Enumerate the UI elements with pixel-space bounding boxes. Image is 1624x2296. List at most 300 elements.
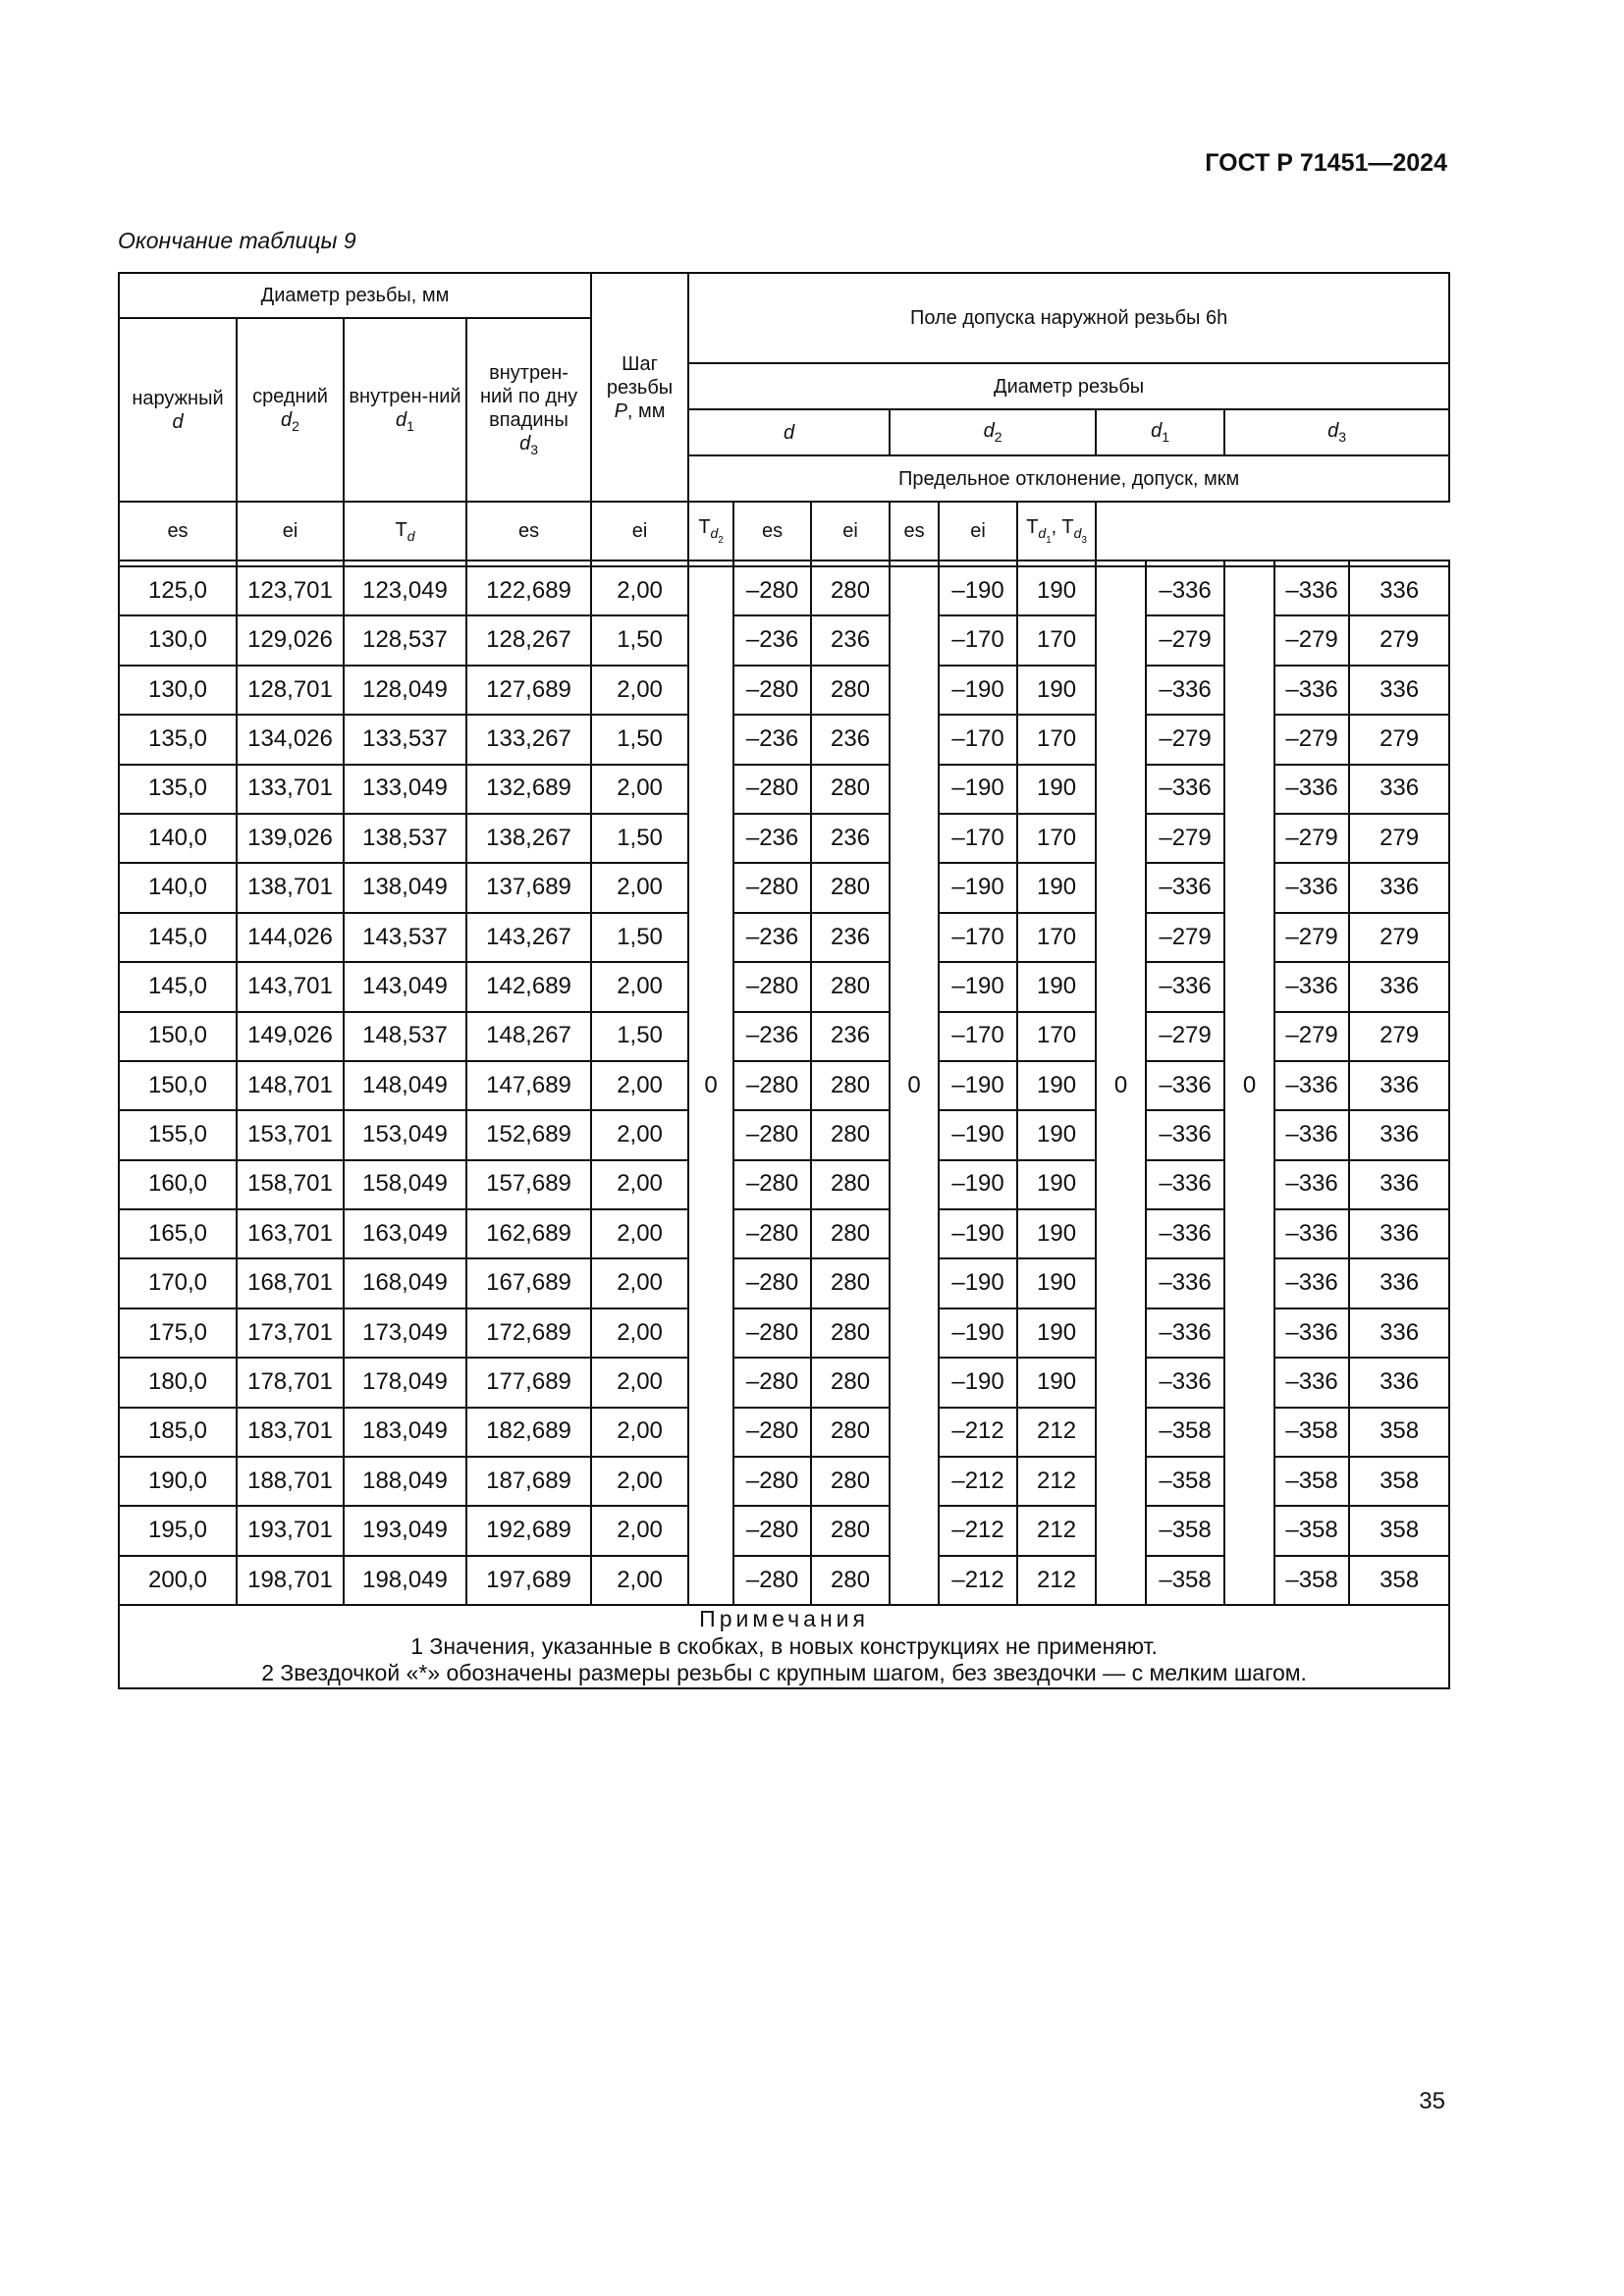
table-row [119,715,1449,764]
note-1: 1 Значения, указанные в скобках, в новых конструкциях не применяют. [410,1632,1158,1659]
es-cell [1096,1457,1146,1506]
table-cell: 133,267 [466,715,591,764]
es-cell [890,1358,939,1407]
table-row [119,1358,1449,1407]
es-cell [890,715,939,764]
table-cell: –170 [939,615,1017,665]
table-cell: –170 [939,1012,1017,1061]
table-cell: 150,0 [119,1012,237,1061]
table-cell: –280 [733,863,811,912]
table-cell: 144,026 [237,913,344,962]
table-cell: 183,701 [237,1408,344,1457]
es-cell [1096,814,1146,863]
table-cell: –236 [733,814,811,863]
es-cell [1224,1506,1274,1555]
table-cell: 158,701 [237,1160,344,1209]
table-cell: –236 [733,715,811,764]
table-cell: –280 [733,1457,811,1506]
table-cell: –190 [939,566,1017,615]
table-row [119,1556,1449,1605]
es-cell [890,1110,939,1159]
table-cell: –280 [733,566,811,615]
table-row [119,1209,1449,1258]
table-cell: –279 [1146,913,1224,962]
es-cell [1096,1308,1146,1358]
table-cell: –336 [1274,1110,1349,1159]
header-td: $T_d$ [344,502,466,561]
table-cell: –358 [1274,1506,1349,1555]
es-cell [1096,1506,1146,1555]
header-ei: ei [591,502,688,561]
table-cell: –190 [939,1061,1017,1110]
table-cell: 170 [1017,615,1096,665]
table-cell: –336 [1274,666,1349,715]
es-cell [688,814,733,863]
table-cell: 130,0 [119,615,237,665]
es-cell [1096,1110,1146,1159]
table-cell: –336 [1274,1308,1349,1358]
table-cell: –280 [733,1408,811,1457]
table-row [119,814,1449,863]
table-cell: –279 [1274,1012,1349,1061]
table-cell: 212 [1017,1556,1096,1605]
es-cell [1224,615,1274,665]
table-cell: –336 [1274,1160,1349,1209]
table-cell: 187,689 [466,1457,591,1506]
table-row [119,1308,1449,1358]
es-cell [1096,962,1146,1011]
es-cell [688,1209,733,1258]
table-cell: 177,689 [466,1358,591,1407]
es-cell [890,1457,939,1506]
table-cell: –236 [733,1012,811,1061]
es-cell [1224,962,1274,1011]
table-cell: –190 [939,1258,1017,1308]
es-cell [1096,1358,1146,1407]
table-cell: 2,00 [591,1308,688,1358]
table-cell: –279 [1274,913,1349,962]
es-cell: 0 [1224,1061,1274,1110]
es-cell [688,666,733,715]
table-cell: 1,50 [591,814,688,863]
table-cell: 279 [1349,814,1449,863]
table-cell: 336 [1349,962,1449,1011]
table-cell: 163,701 [237,1209,344,1258]
es-cell [1096,715,1146,764]
table-cell: –170 [939,814,1017,863]
header-thread-diameter: Диаметр резьбы [688,363,1449,409]
table-cell: 190 [1017,1061,1096,1110]
table-cell: 336 [1349,1308,1449,1358]
table-cell: –212 [939,1506,1017,1555]
table-cell: 280 [811,765,890,814]
es-cell: 0 [688,1061,733,1110]
table-cell: 143,267 [466,913,591,962]
table-cell: –212 [939,1457,1017,1506]
table-cell: 150,0 [119,1061,237,1110]
es-cell [1096,1209,1146,1258]
table-cell: 148,537 [344,1012,466,1061]
table-cell: 168,049 [344,1258,466,1308]
table-cell: 190 [1017,566,1096,615]
table-cell: 148,267 [466,1012,591,1061]
es-cell [1096,1160,1146,1209]
table-cell: 122,689 [466,566,591,615]
header-d3: $d_3$ [1224,409,1449,455]
es-cell [890,765,939,814]
table-cell: 138,049 [344,863,466,912]
table-cell: 157,689 [466,1160,591,1209]
header-outer-diameter: наружный d [119,318,237,502]
table-cell: –190 [939,765,1017,814]
table-cell: 280 [811,1160,890,1209]
table-cell: 280 [811,1258,890,1308]
es-cell [1224,1110,1274,1159]
table-cell: –358 [1146,1408,1224,1457]
table-cell: 147,689 [466,1061,591,1110]
table-cell: 236 [811,715,890,764]
table-cell: –358 [1274,1556,1349,1605]
es-cell [1224,666,1274,715]
table-cell: –358 [1146,1556,1224,1605]
es-cell [1224,566,1274,615]
header-es: es [890,502,939,561]
table-cell: –190 [939,962,1017,1011]
header-ei: ei [237,502,344,561]
table-cell: 153,049 [344,1110,466,1159]
table-cell: 358 [1349,1457,1449,1506]
table-cell: –279 [1274,814,1349,863]
es-cell [1224,1012,1274,1061]
table-cell: 149,026 [237,1012,344,1061]
table-cell: 1,50 [591,615,688,665]
table-cell: –170 [939,913,1017,962]
table-cell: –358 [1274,1408,1349,1457]
es-cell [890,566,939,615]
table-cell: 236 [811,615,890,665]
table-cell: 280 [811,666,890,715]
notes-row [119,1605,1449,1688]
es-cell [688,1506,733,1555]
table-cell: 158,049 [344,1160,466,1209]
table-cell: 1,50 [591,715,688,764]
header-pitch: Шаг резьбы P, мм [591,273,688,502]
table-row [119,1408,1449,1457]
table-cell: 280 [811,566,890,615]
table-cell: 133,537 [344,715,466,764]
table-cell: –336 [1146,666,1224,715]
table-cell: 280 [811,1308,890,1358]
table-cell: –336 [1146,1110,1224,1159]
table-cell: –358 [1146,1457,1224,1506]
es-cell [890,1506,939,1555]
es-cell: 0 [1096,1061,1146,1110]
es-cell [688,913,733,962]
table-cell: 192,689 [466,1506,591,1555]
table-cell: 279 [1349,913,1449,962]
table-cell: 2,00 [591,1110,688,1159]
table-cell: 170 [1017,913,1096,962]
table-cell: 336 [1349,1258,1449,1308]
table-cell: 190 [1017,1258,1096,1308]
table-cell: 200,0 [119,1556,237,1605]
table-cell: –336 [1274,1358,1349,1407]
table-cell: 152,689 [466,1110,591,1159]
table-cell: 129,026 [237,615,344,665]
table-cell: 188,701 [237,1457,344,1506]
table-cell: –279 [1274,715,1349,764]
table-cell: 143,049 [344,962,466,1011]
table-cell: –190 [939,666,1017,715]
table-cell: –212 [939,1408,1017,1457]
table-cell: 133,049 [344,765,466,814]
table-cell: 358 [1349,1408,1449,1457]
table-cell: 280 [811,1110,890,1159]
es-cell [688,1556,733,1605]
table-cell: –336 [1146,1160,1224,1209]
table-cell: –190 [939,1308,1017,1358]
table-cell: 2,00 [591,566,688,615]
table-cell: 190 [1017,1358,1096,1407]
es-cell: 0 [890,1061,939,1110]
table-cell: 170 [1017,814,1096,863]
table-row [119,1110,1449,1159]
table-cell: 236 [811,814,890,863]
notes [119,1605,1449,1688]
table-cell: 336 [1349,1061,1449,1110]
table-cell: 2,00 [591,1258,688,1308]
table-cell: –190 [939,1160,1017,1209]
es-cell [1224,1160,1274,1209]
table-row [119,566,1449,615]
table-cell: –336 [1274,962,1349,1011]
table-cell: 170 [1017,715,1096,764]
header-ei: ei [811,502,890,561]
es-cell [1224,913,1274,962]
es-cell [1224,1258,1274,1308]
table-cell: 128,267 [466,615,591,665]
es-cell [688,1358,733,1407]
table-cell: 197,689 [466,1556,591,1605]
table-cell: 190 [1017,1110,1096,1159]
page-number: 35 [1419,2088,1445,2114]
table-cell: –336 [1146,1061,1224,1110]
table-cell: –336 [1274,1258,1349,1308]
es-cell [688,615,733,665]
table-cell: 167,689 [466,1258,591,1308]
thread-tolerance-table [118,272,1450,1689]
header-root-diameter: внутрен- ний по дну впадины $d_3$ [466,318,591,502]
table-cell: 190 [1017,666,1096,715]
table-cell: 190 [1017,962,1096,1011]
table-cell: 336 [1349,1110,1449,1159]
table-cell: 2,00 [591,1061,688,1110]
table-cell: 138,701 [237,863,344,912]
table-cell: 358 [1349,1556,1449,1605]
table-cell: 2,00 [591,1506,688,1555]
es-cell [890,1160,939,1209]
es-cell [890,814,939,863]
table-cell: 178,701 [237,1358,344,1407]
table-cell: –336 [1146,765,1224,814]
table-cell: –336 [1274,1209,1349,1258]
table-row [119,1160,1449,1209]
table-cell: –280 [733,1258,811,1308]
table-cell: –236 [733,913,811,962]
table-cell: 2,00 [591,1408,688,1457]
table-cell: –280 [733,765,811,814]
header-tolerance-field: Поле допуска наружной резьбы 6h [688,273,1449,363]
table-cell: 280 [811,1358,890,1407]
table-cell: 212 [1017,1457,1096,1506]
es-cell [1096,666,1146,715]
header-d: d [688,409,890,455]
table-row [119,1258,1449,1308]
es-cell [688,1308,733,1358]
table-cell: 190,0 [119,1457,237,1506]
table-cell: 190 [1017,1308,1096,1358]
table-cell: 1,50 [591,913,688,962]
table-cell: 190 [1017,863,1096,912]
table-cell: –280 [733,1358,811,1407]
table-cell: 193,049 [344,1506,466,1555]
es-cell [890,1556,939,1605]
notes-heading: Примечания [699,1606,869,1632]
table-cell: 279 [1349,615,1449,665]
table-cell: 279 [1349,715,1449,764]
table-cell: 148,049 [344,1061,466,1110]
table-cell: –336 [1146,863,1224,912]
table-cell: 170 [1017,1012,1096,1061]
es-cell [890,1012,939,1061]
table-cell: 280 [811,1457,890,1506]
table-cell: 140,0 [119,863,237,912]
table-cell: –336 [1274,566,1349,615]
es-cell [1096,913,1146,962]
table-cell: 162,689 [466,1209,591,1258]
table-cell: 280 [811,1061,890,1110]
table-cell: 280 [811,1408,890,1457]
es-cell [890,1209,939,1258]
table-cell: –279 [1146,814,1224,863]
table-cell: 198,049 [344,1556,466,1605]
table-cell: 198,701 [237,1556,344,1605]
table-cell: 280 [811,863,890,912]
es-cell [1224,1308,1274,1358]
es-cell [688,1408,733,1457]
table-row [119,863,1449,912]
table-cell: 190 [1017,1209,1096,1258]
note-2: 2 Звездочкой «*» обозначены размеры резьбы с крупным шагом, без звездочки — с мелким шагом. [261,1660,1307,1686]
table-cell: 142,689 [466,962,591,1011]
table-cell: –336 [1274,765,1349,814]
table-cell: 336 [1349,566,1449,615]
table-cell: 336 [1349,1209,1449,1258]
es-cell [688,1012,733,1061]
table-cell: –190 [939,1110,1017,1159]
table-cell: 2,00 [591,1457,688,1506]
table-cell: 137,689 [466,863,591,912]
header-td1-td3: $T_{d_1}$, $T_{d_3}$ [1017,502,1096,561]
table-cell: 236 [811,1012,890,1061]
table-cell: 336 [1349,863,1449,912]
table-cell: 212 [1017,1408,1096,1457]
table-cell: 2,00 [591,1209,688,1258]
table-cell: 128,049 [344,666,466,715]
header-deviation: Предельное отклонение, допуск, мкм [688,455,1449,502]
table-cell: –170 [939,715,1017,764]
es-cell [890,913,939,962]
table-cell: 188,049 [344,1457,466,1506]
table-cell: 135,0 [119,715,237,764]
table-cell: 123,701 [237,566,344,615]
es-cell [1096,615,1146,665]
table-cell: –358 [1274,1457,1349,1506]
table-cell: 336 [1349,1160,1449,1209]
table-cell: 128,701 [237,666,344,715]
es-cell [688,863,733,912]
table-cell: 193,701 [237,1506,344,1555]
table-cell: 336 [1349,666,1449,715]
es-cell [688,1110,733,1159]
table-row [119,1506,1449,1555]
table-cell: –280 [733,1506,811,1555]
table-cell: 280 [811,1506,890,1555]
header-middle-diameter: средний $d_2$ [237,318,344,502]
es-cell [890,962,939,1011]
table-cell: –336 [1146,566,1224,615]
es-cell [1224,1209,1274,1258]
es-cell [688,1258,733,1308]
es-cell [1096,1258,1146,1308]
es-cell [1224,1358,1274,1407]
table-cell: 145,0 [119,913,237,962]
es-cell [1224,715,1274,764]
table-cell: 145,0 [119,962,237,1011]
es-cell [1096,1012,1146,1061]
document-code: ГОСТ Р 71451—2024 [1205,149,1447,177]
header-ei: ei [939,502,1017,561]
table-cell: 155,0 [119,1110,237,1159]
table-cell: –280 [733,1308,811,1358]
table-cell: 178,049 [344,1358,466,1407]
header-d1: $d_1$ [1096,409,1224,455]
header-es: es [466,502,591,561]
es-cell [1096,566,1146,615]
table-row [119,615,1449,665]
table-cell: 185,0 [119,1408,237,1457]
table-cell: 2,00 [591,1556,688,1605]
table-cell: 172,689 [466,1308,591,1358]
table-cell: –336 [1146,1358,1224,1407]
header-es: es [733,502,811,561]
es-cell [1224,863,1274,912]
table-cell: 173,701 [237,1308,344,1358]
es-cell [1224,1457,1274,1506]
table-cell: 236 [811,913,890,962]
table-cell: 125,0 [119,566,237,615]
table-row [119,1457,1449,1506]
es-cell [688,715,733,764]
table-cell: –336 [1274,863,1349,912]
table-cell: –358 [1146,1506,1224,1555]
table-cell: 336 [1349,765,1449,814]
es-cell [688,962,733,1011]
header-diameter-group: Диаметр резьбы, мм [119,273,591,318]
table-cell: –336 [1146,1209,1224,1258]
table-cell: 190 [1017,1160,1096,1209]
es-cell [890,1258,939,1308]
